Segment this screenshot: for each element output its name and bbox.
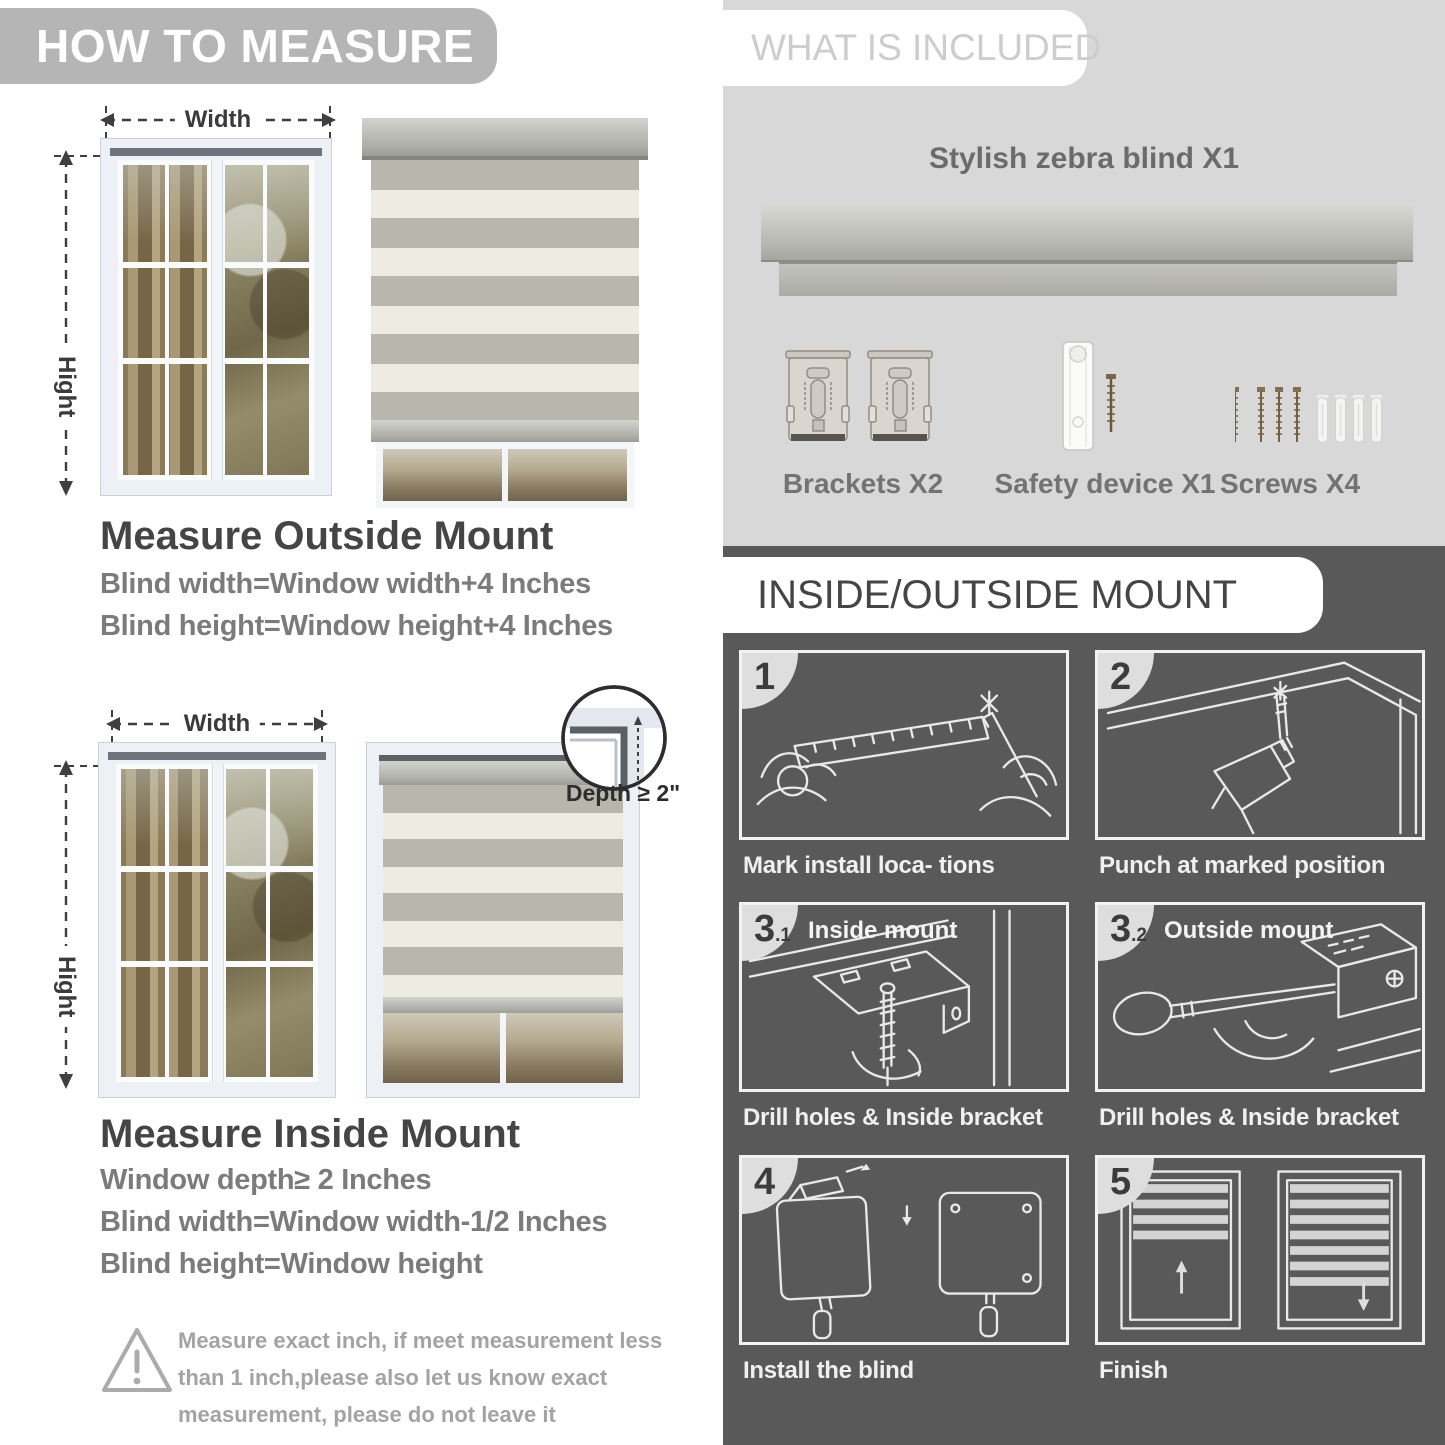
height-label: Hight xyxy=(52,946,80,1027)
step-panel-4 xyxy=(739,1155,1069,1345)
step-caption-1: Mark install loca- tions xyxy=(743,852,995,879)
zebra-blind-outside-illustration xyxy=(362,118,648,508)
step-number-badge: 1 xyxy=(742,653,798,709)
screws-label: Screws X4 xyxy=(1219,468,1361,499)
inside-rule-2: Blind width=Window width-1/2 Inches xyxy=(100,1206,608,1238)
window-illustration-outside xyxy=(100,138,332,496)
step-caption-3-1: Drill holes & Inside bracket xyxy=(743,1104,1043,1131)
step-caption-4: Install the blind xyxy=(743,1357,914,1384)
warning-line-1: Measure exact inch, if meet measurement less xyxy=(178,1328,663,1353)
product-label: Stylish zebra blind X1 xyxy=(928,142,1240,175)
what-is-included-section xyxy=(723,0,1445,546)
outside-mount-title: Measure Outside Mount xyxy=(100,514,554,558)
mount-guide-banner xyxy=(723,557,1323,633)
outside-rule-1: Blind width=Window width+4 Inches xyxy=(100,568,591,600)
inside-rule-3: Blind height=Window height xyxy=(100,1248,483,1280)
width-label: Width xyxy=(175,106,261,134)
what-is-included-banner xyxy=(723,10,1102,86)
warning-triangle-icon xyxy=(98,1322,176,1405)
step-caption-2: Punch at marked position xyxy=(1099,852,1386,879)
blind-bottomrail-image xyxy=(779,262,1397,296)
what-is-included-title: WHAT IS INCLUDED xyxy=(751,27,1102,68)
blind-bottom-rail xyxy=(383,997,623,1013)
blind-bottom-rail xyxy=(371,420,639,442)
step-title: Inside mount xyxy=(808,917,958,944)
brackets-label: Brackets X2 xyxy=(782,468,944,499)
window-illustration-inside xyxy=(98,742,336,1098)
width-label: Width xyxy=(174,710,260,738)
step-panel-3-1 xyxy=(739,902,1069,1092)
safety-device-label: Safety device X1 xyxy=(994,468,1216,499)
step-number-badge: 3 .2 xyxy=(1098,905,1154,961)
step-panel-1 xyxy=(739,650,1069,840)
height-label: Hight xyxy=(52,346,80,427)
window-below-blind xyxy=(376,442,634,508)
step-title: Outside mount xyxy=(1164,917,1334,944)
blind-fabric xyxy=(383,785,623,997)
window-top-rail xyxy=(110,148,322,156)
step-number-badge: 3 .1 xyxy=(742,905,798,961)
step-number-badge: 2 xyxy=(1098,653,1154,709)
step-panel-3-2 xyxy=(1095,902,1425,1092)
step-panel-2 xyxy=(1095,650,1425,840)
warning-text xyxy=(178,1322,662,1433)
warning-line-3: measurement, please do not leave it xyxy=(178,1402,556,1427)
inside-mount-title: Measure Inside Mount xyxy=(100,1112,521,1156)
depth-callout-label: Depth ≥ 2" xyxy=(565,780,681,806)
step-caption-5: Finish xyxy=(1099,1357,1168,1384)
screws-icon xyxy=(1235,384,1385,459)
step-caption-3-2: Drill holes & Inside bracket xyxy=(1099,1104,1399,1131)
step-panel-5 xyxy=(1095,1155,1425,1345)
blind-fabric xyxy=(371,160,639,420)
safety-device-icon xyxy=(1061,340,1125,459)
window-glass xyxy=(116,764,318,1082)
how-to-measure-banner xyxy=(0,8,497,84)
step-number-badge: 5 xyxy=(1098,1158,1154,1214)
inside-rule-1: Window depth≥ 2 Inches xyxy=(100,1164,432,1196)
window-glass xyxy=(118,160,314,480)
warning-line-2: than 1 inch,please also let us know exact xyxy=(178,1365,608,1390)
outside-rule-2: Blind height=Window height+4 Inches xyxy=(100,610,613,642)
brackets-icon xyxy=(785,348,935,463)
window-top-rail xyxy=(108,752,326,760)
blind-headrail-image xyxy=(761,202,1413,262)
mount-guide-section xyxy=(723,546,1445,1445)
how-to-measure-title: HOW TO MEASURE xyxy=(36,20,475,72)
blind-headrail xyxy=(362,118,648,160)
window-glass-below xyxy=(383,1013,623,1083)
mount-guide-title: INSIDE/OUTSIDE MOUNT xyxy=(757,573,1238,617)
step-number-badge: 4 xyxy=(742,1158,798,1214)
